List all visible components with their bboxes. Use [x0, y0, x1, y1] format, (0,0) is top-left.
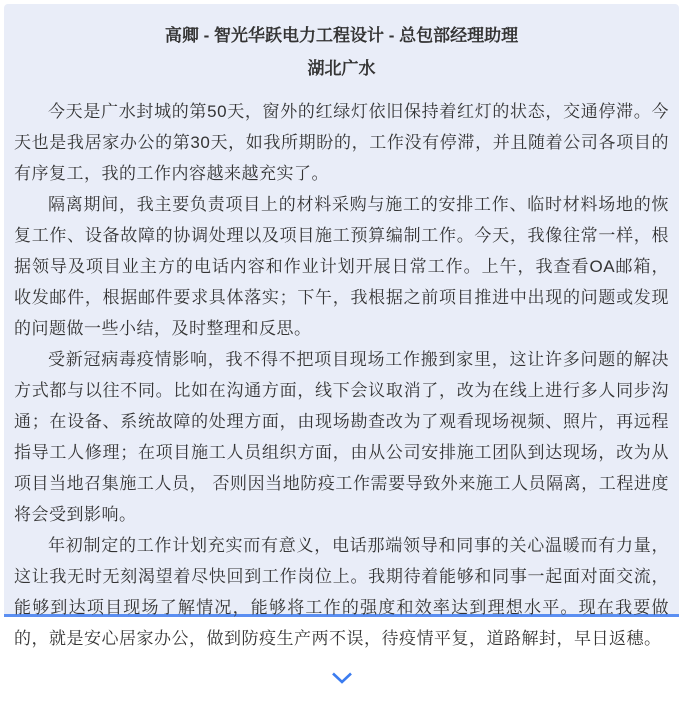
article-panel [4, 4, 679, 648]
article-paragraph: 年初制定的工作计划充实而有意义，电话那端领导和同事的关心温暖而有力量，这让我无时无刻渴望着尽快回到工作岗位上。我期待着能够和同事一起面对面交流，能够到达项目现场了解情况，能够将工作的强度和效率达到理想水平。现在我要做的，就是安心居家办公，做到防疫生产两不误，待疫情平复，道路解封，早日返穗。 [14, 536, 669, 648]
article-paragraph: 受新冠病毒疫情影响，我不得不把项目现场工作搬到家里，这让许多问题的解决方式都与以往不同。比如在沟通方面，线下会议取消了，改为在线上进行多人同步沟通；在设备、系统故障的处理方面，由现场勘查改为了观看现场视频、照片，再远程指导工人修理；在项目施工人员组织方面，由从公司安排施工团队到达现场，改为从项目当地召集施工人员， 否则因当地防疫工作需要导致外来施工人员隔离，工程进度将会受到影响。 [14, 350, 669, 524]
article-paragraph: 隔离期间，我主要负责项目上的材料采购与施工的安排工作、临时材料场地的恢复工作、设备故障的协调处理以及项目施工预算编制工作。今天，我像往常一样，根据领导及项目业主方的电话内容和作业计划开展日常工作。上午，我查看OA邮箱，收发邮件，根据邮件要求具体落实；下午，我根据之前项目推进中出现的问题或发现的问题做一些小结，及时整理和反思。 [14, 195, 669, 338]
expand-more-button[interactable] [330, 671, 354, 685]
article-paragraph: 今天是广水封城的第50天，窗外的红绿灯依旧保持着红灯的状态，交通停滞。今天也是我居家办公的第30天，如我所期盼的，工作没有停滞，并且随着公司各项目的有序复工，我的工作内容越来越充实了。 [14, 102, 669, 183]
chevron-down-icon [330, 673, 354, 688]
location-subtitle: 湖北广水 [307, 59, 376, 78]
page-title: 高卿 - 智光华跃电力工程设计 - 总包部经理助理 [164, 26, 519, 45]
article-body [14, 96, 669, 654]
